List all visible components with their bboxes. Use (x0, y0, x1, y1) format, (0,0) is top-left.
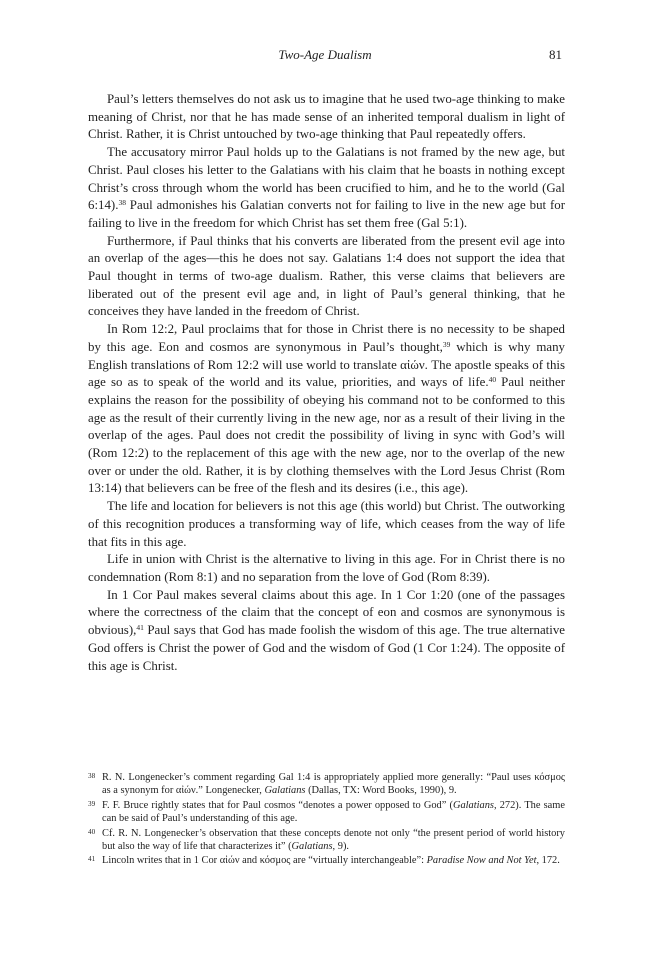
footnote-ref-38[interactable]: 38 (118, 198, 126, 208)
footnote-41 (88, 854, 565, 867)
text-run: Paul’s letters themselves do not ask us to imagine that he used two-age thinking to make meaning of Christ, nor that he has made sense of an inherited temporal dualism in light of Christ. Rather, it is Christ untouched by two-age thinking that Paul repeatedly offers. (88, 92, 565, 142)
footnote-number: 38 (88, 772, 96, 780)
paragraph (88, 91, 565, 144)
text-run: The accusatory mirror Paul holds up to the Galatians is not framed by the new age, but Christ. Paul closes his letter to the Galatians with his claim that he boasts in nothing except Christ’s cross through whom the world has been crucified to him, and he to the world (Gal 6:14). (88, 145, 565, 213)
footnote-number: 39 (88, 799, 96, 808)
paragraph (88, 587, 565, 676)
italic-title: Paradise Now and Not Yet (426, 855, 537, 867)
text-run: Paul neither explains the reason for the possibility of obeying his command not to be conformed to this age as the result of their currently living in the new age, nor as a result of their living in the overlap of the ages. Paul does not credit the possibility of living in sync with God’s will (Rom 12:2) to the replacement of this age with the new age, nor to the overlap of the new over or under the old. Rather, it is by clothing themselves with the Lord Jesus Christ (Rom 13:14) that believers can be free of the flesh and its desires (i.e., this age). (88, 375, 565, 496)
text-run: The life and location for believers is not this age (this world) but Christ. The outworking of this recognition produces a transforming way of life, which ceases from the way of life that fits in this age. (88, 499, 565, 549)
footnote-text (102, 799, 565, 826)
footnote-ref-41[interactable]: 41 (136, 623, 144, 633)
footnote-number: 41 (88, 855, 96, 864)
footnote-39 (88, 799, 565, 826)
paragraph (88, 321, 565, 498)
footnote-38 (88, 771, 565, 798)
text-run: In Rom 12:2, Paul proclaims that for those in Christ there is no necessity to be shaped by this age. Eon and cosmos are synonymous in Paul’s thought, (88, 322, 565, 354)
footnote-text (102, 771, 565, 798)
text-run: Paul admonishes his Galatian converts not for failing to live in the new age but for failing to live in the freedom for which Christ has set them free (Gal 5:1). (88, 198, 565, 230)
text-run: Cf. R. N. Longenecker’s observation that these concepts denote not only “the present period of world history but also the way of life that characterizes it” ( (102, 827, 565, 853)
footnote-text (102, 827, 565, 854)
page-number: 81 (549, 47, 562, 62)
footnotes (88, 771, 565, 869)
text-run: Furthermore, if Paul thinks that his converts are liberated from the present evil age into an overlap of the ages—this he does not say. Galatians 1:4 does not support the idea that Paul thought in terms of two-age dualism. Rather, this verse claims that believers are liberated out of the present evil age and, in light of Paul’s general thinking, that he conceives they have landed in the freedom of Christ. (88, 233, 565, 319)
text-run: , 272). The same can be said of Paul’s understanding of this age. (102, 799, 565, 825)
footnote-number: 40 (88, 827, 96, 836)
text-run: F. F. Bruce rightly states that for Paul cosmos “denotes a power opposed to God” ( (102, 799, 453, 811)
text-run: Paul says that God has made foolish the wisdom of this age. The true alternative God offers is Christ the power of God and the wisdom of God (1 Cor 1:24). The opposite of this age is Christ. (88, 623, 565, 673)
text-run: R. N. Longenecker’s comment regarding Gal 1:4 is appropriately applied more generally: “Paul uses κόσμος as a synonym for αἰών.” Longenecker, (102, 772, 565, 797)
footnote-ref-39[interactable]: 39 (442, 339, 451, 349)
paragraph (88, 498, 565, 551)
page-header (88, 47, 562, 65)
text-run: , 9). (332, 841, 349, 853)
body-text (88, 91, 565, 675)
footnote-ref-40[interactable]: 40 (488, 375, 497, 385)
text-run: Lincoln writes that in 1 Cor αἰών and κόσμος are “virtually interchangeable”: (102, 855, 427, 867)
text-run: In 1 Cor Paul makes several claims about this age. In 1 Cor 1:20 (one of the passages where the correctness of the claim that the concept of eon and cosmos are synonymous is obvious), (88, 587, 565, 638)
footnote-40 (88, 827, 565, 854)
text-run: , 172. (536, 855, 560, 867)
footnote-text (102, 854, 565, 867)
text-run: Life in union with Christ is the alternative to living in this age. For in Christ there is no condemnation (Rom 8:1) and no separation from the love of God (Rom 8:39). (88, 552, 565, 584)
running-head: Two-Age Dualism (278, 47, 372, 62)
italic-title: Galatians (291, 841, 333, 853)
paragraph (88, 233, 565, 322)
italic-title: Galatians (264, 785, 306, 797)
text-run: which is why many English translations of Rom 12:2 will use world to translate αἰών. The apostle speaks of this age so as to speak of the world and its value, priorities, and ways of life. (88, 339, 565, 390)
paragraph (88, 144, 565, 233)
italic-title: Galatians (452, 799, 494, 811)
paragraph (88, 551, 565, 586)
text-run: (Dallas, TX: Word Books, 1990), 9. (305, 785, 457, 797)
